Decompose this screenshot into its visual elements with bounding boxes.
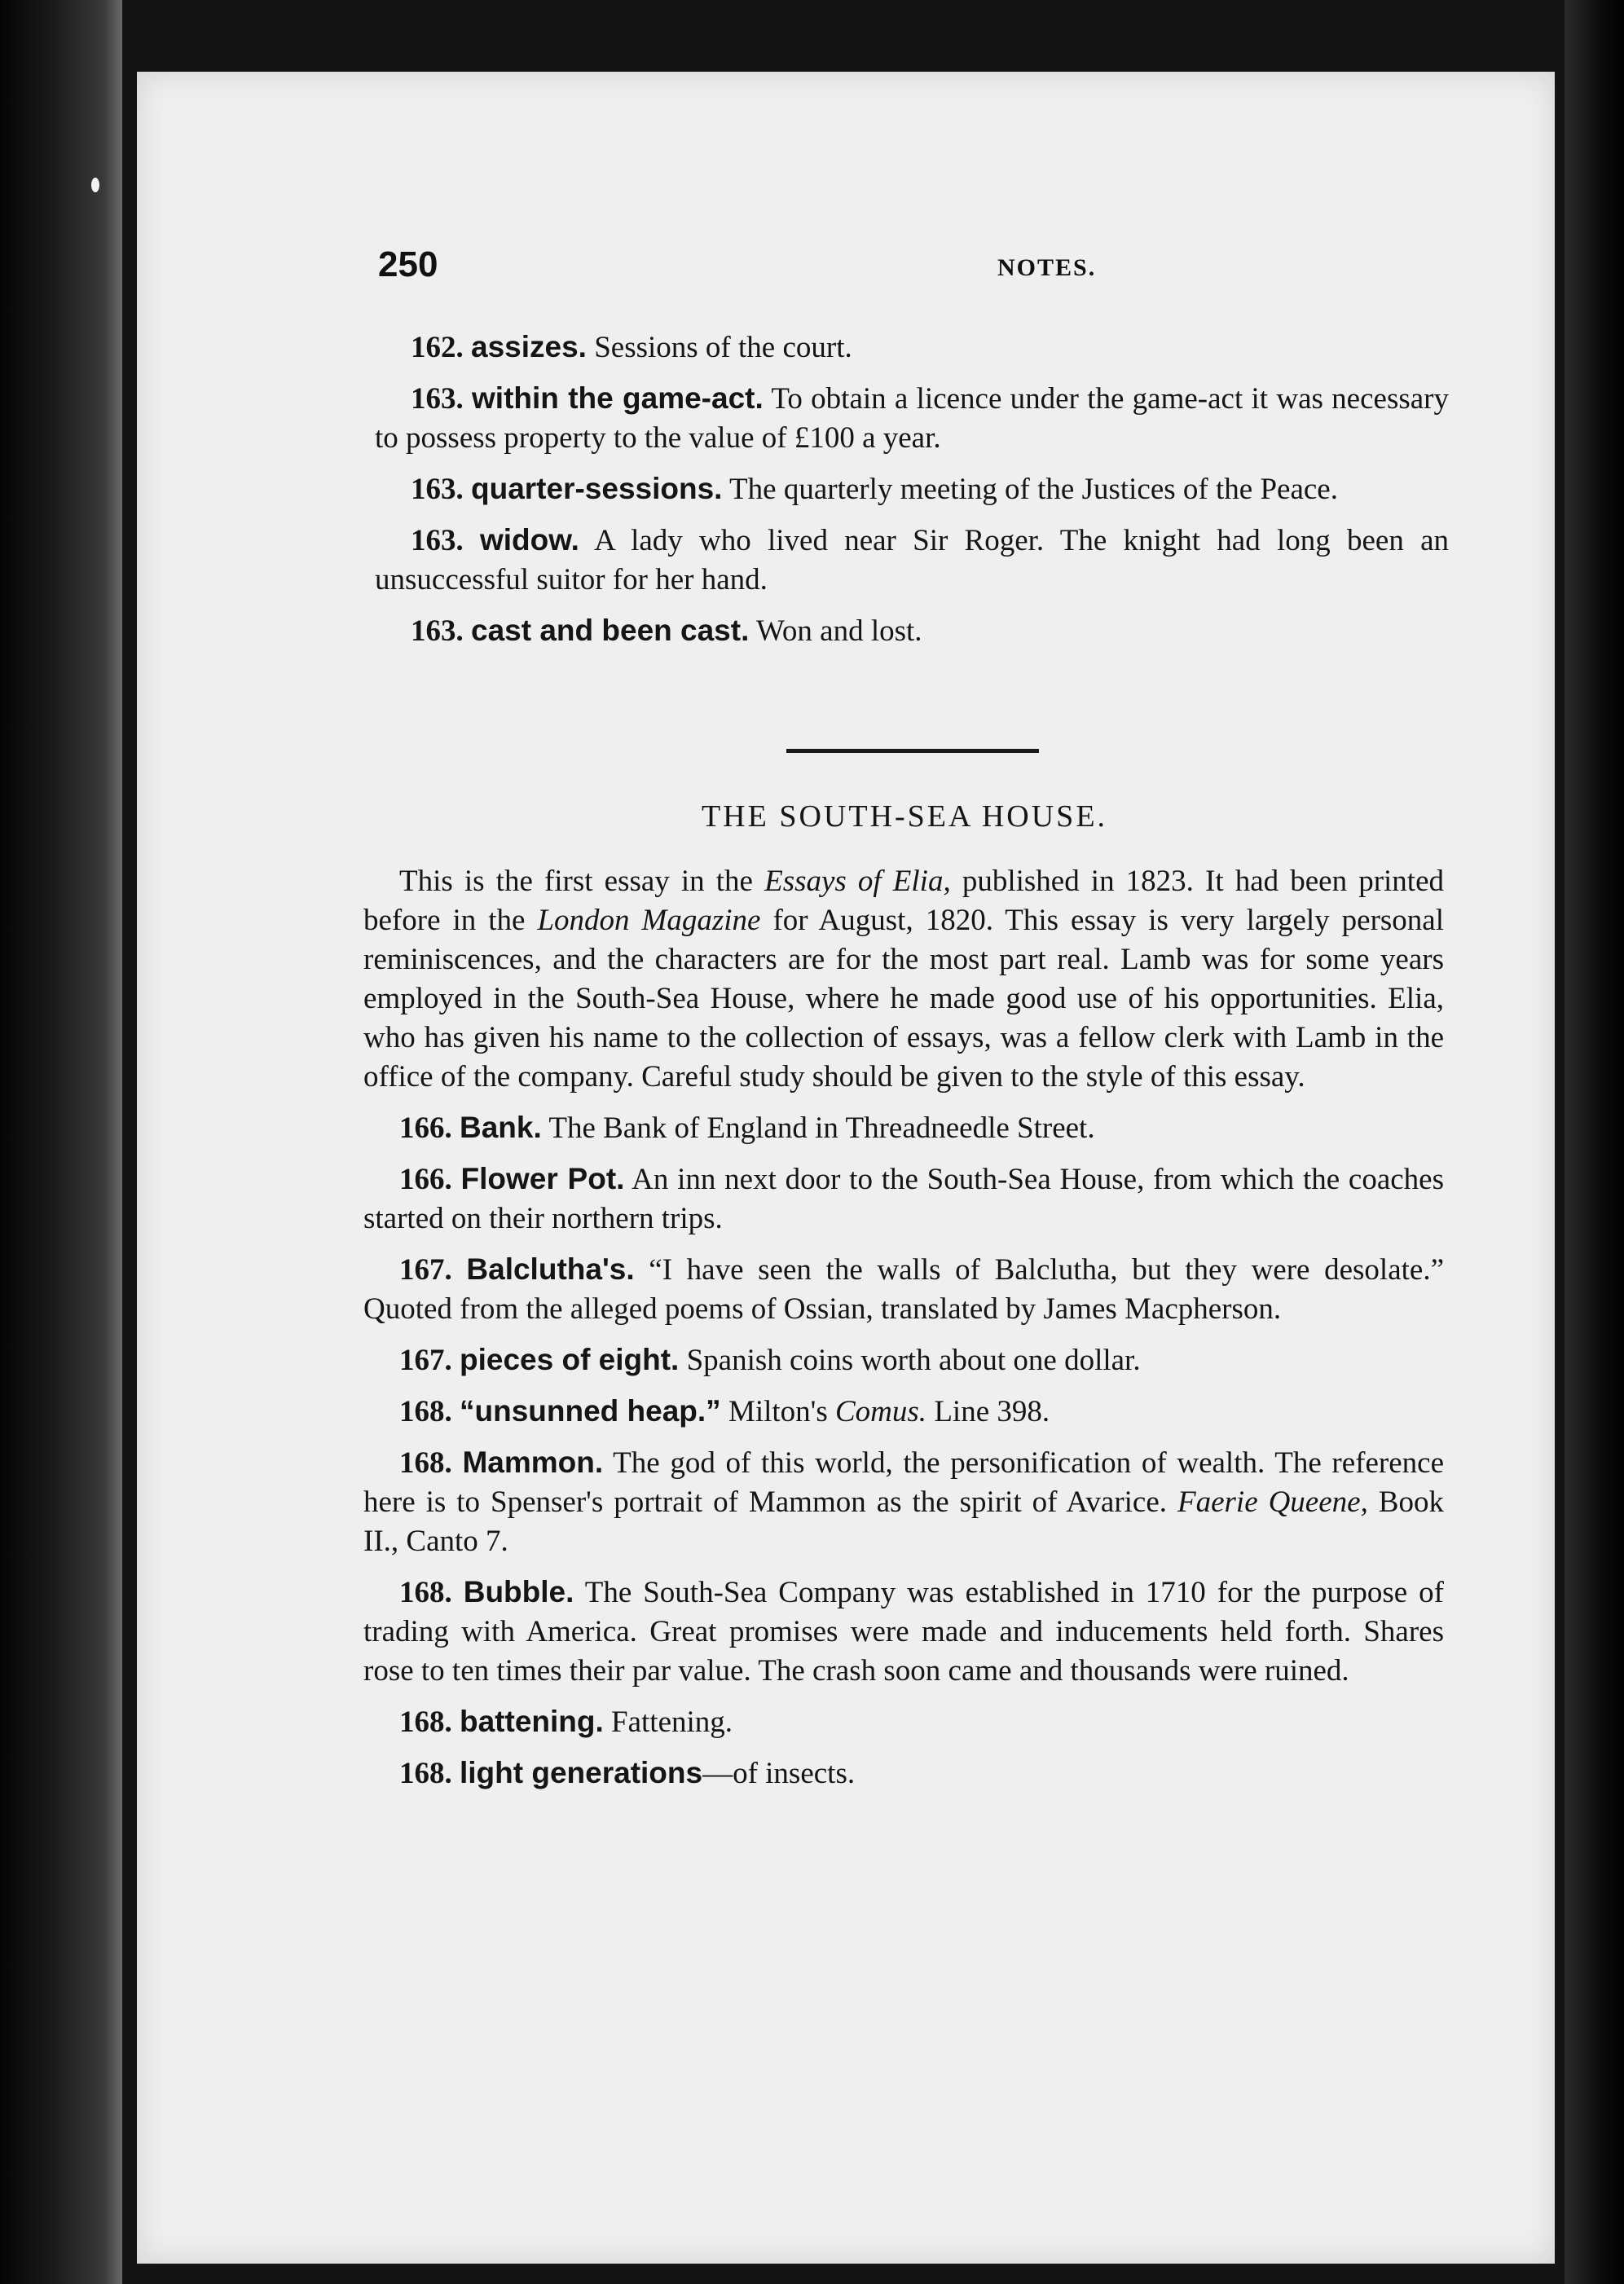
note-term: “unsunned heap.” — [460, 1394, 721, 1428]
intro-text: published in 1823. It had been printed before in the — [363, 865, 1444, 937]
section-divider — [786, 749, 1039, 753]
note-term: battening. — [460, 1705, 604, 1738]
note-text: “I have seen the walls of Balclutha, but they were desolate.” Quoted from the alleged poems of Ossian, translated by James Macpherson. — [363, 1253, 1445, 1326]
note-text: The god of this world, the personification of wealth. The reference here is to Spenser's portrait of Mammon as the spirit of Avarice. — [363, 1446, 1445, 1519]
essay-intro — [363, 862, 1444, 1097]
note-entry — [363, 1160, 1444, 1239]
note-term: Balclutha's. — [466, 1252, 635, 1286]
note-term: assizes. — [471, 330, 587, 363]
note-term: quarter-sessions. — [471, 472, 723, 505]
scan-left-border — [0, 0, 122, 2284]
note-text: —of insects. — [702, 1757, 856, 1790]
note-term: Bank. — [460, 1111, 542, 1144]
note-number: 168. — [399, 1446, 452, 1480]
note-entry — [375, 611, 1449, 651]
note-entry — [375, 328, 1449, 367]
note-term: widow. — [480, 523, 579, 557]
note-text: Line 398. — [926, 1395, 1050, 1428]
note-number: 168. — [399, 1395, 452, 1428]
note-text: Fattening. — [611, 1705, 733, 1739]
note-entry — [363, 1573, 1444, 1691]
note-text: Book II., Canto 7. — [363, 1485, 1444, 1558]
intro-text: This is the first essay in the — [399, 865, 765, 898]
note-entry — [375, 379, 1449, 458]
note-number: 167. — [399, 1344, 452, 1377]
note-term: light generations — [460, 1756, 703, 1789]
note-text: The South-Sea Company was established in 1710 for the purpose of trading with America. Great promises were made and inducements held forth. Shares rose to ten times their par value. The crash soon came and thousands were ruined. — [363, 1576, 1444, 1688]
note-text: The quarterly meeting of the Justices of the Peace. — [729, 473, 1338, 506]
note-entry — [363, 1754, 1444, 1793]
page-number: 250 — [378, 244, 438, 284]
note-number: 166. — [399, 1163, 452, 1196]
essay-title: THE SOUTH-SEA HOUSE. — [701, 799, 1108, 834]
note-term: Bubble. — [463, 1575, 574, 1608]
note-term: within the game-act. — [472, 381, 764, 415]
note-entry — [363, 1443, 1444, 1561]
scan-right-border — [1565, 0, 1624, 2284]
note-text: To obtain a licence under the game-act it was necessary to possess property to the value of £100 a year. — [375, 382, 1449, 455]
note-term: Mammon. — [462, 1446, 604, 1479]
note-term: cast and been cast. — [471, 614, 750, 647]
section-header: NOTES. — [997, 254, 1097, 281]
note-term: Flower Pot. — [460, 1162, 625, 1195]
note-entry — [375, 521, 1449, 600]
note-entry — [375, 469, 1449, 509]
note-italic-title: Faerie Queene, — [1177, 1485, 1368, 1519]
note-entry — [363, 1340, 1444, 1380]
note-number: 166. — [399, 1111, 452, 1145]
note-number: 163. — [411, 524, 464, 557]
intro-italic-title: London Magazine — [537, 904, 761, 937]
note-italic-title: Comus. — [835, 1395, 927, 1428]
running-head — [378, 244, 1437, 293]
note-number: 168. — [399, 1705, 452, 1739]
intro-text: for August, 1820. This essay is very largely personal reminiscences, and the characters are for the most part real. Lamb was for some years employed in the South-Sea House, where he made good use of his opportunities. Elia, who has given his name to the collection of essays, was a fellow clerk with Lamb in the office of the company. Careful study should be given to the style of this essay. — [363, 904, 1445, 1094]
scan-speck — [91, 178, 99, 192]
note-number: 168. — [399, 1576, 452, 1609]
note-text: A lady who lived near Sir Roger. The knight had long been an unsuccessful suitor for her hand. — [375, 524, 1449, 596]
note-entry — [363, 1250, 1444, 1329]
note-text: An inn next door to the South-Sea House, from which the coaches started on their northern trips. — [363, 1163, 1444, 1235]
note-term: pieces of eight. — [460, 1343, 680, 1376]
note-number: 163. — [411, 614, 464, 648]
note-entry — [363, 1108, 1444, 1148]
essay-notes — [363, 862, 1444, 1805]
note-text: Milton's — [728, 1395, 835, 1428]
note-text: Spanish coins worth about one dollar. — [686, 1344, 1141, 1377]
note-number: 162. — [411, 331, 464, 364]
note-text: Won and lost. — [755, 614, 922, 648]
note-text: Sessions of the court. — [594, 331, 852, 364]
note-entry — [363, 1702, 1444, 1742]
intro-italic-title: Essays of Elia, — [764, 865, 951, 898]
note-number: 163. — [411, 382, 464, 416]
note-entry — [363, 1392, 1444, 1432]
note-text: The Bank of England in Threadneedle Street. — [548, 1111, 1095, 1145]
note-number: 163. — [411, 473, 464, 506]
note-number: 167. — [399, 1253, 452, 1287]
notes-top — [375, 328, 1449, 662]
note-number: 168. — [399, 1757, 452, 1790]
